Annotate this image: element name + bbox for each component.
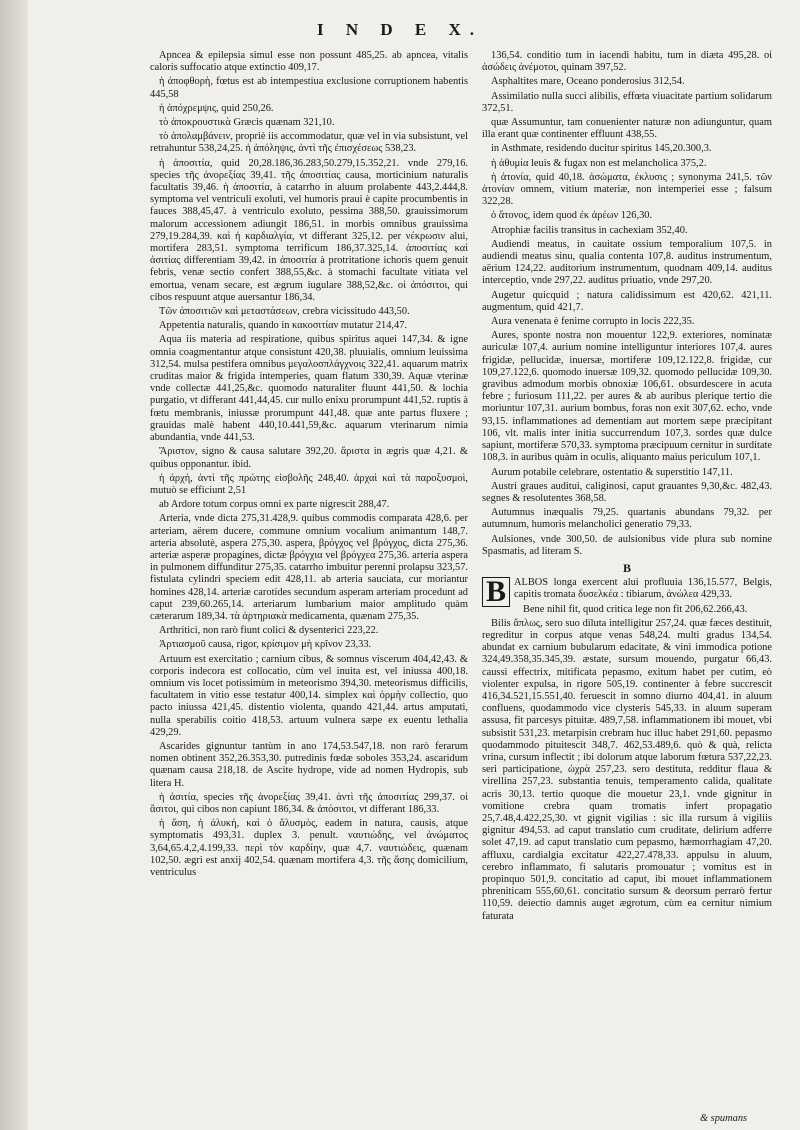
index-entry-text: Ἄριστον, signo & causa salutare 392,20. ἄριστα in ægris quæ 4,21. & quibus opponantur. ibid. xyxy=(150,446,468,470)
index-entry-text: Arthritici, non rarò fiunt colici & dysenterici 223,22. xyxy=(159,625,379,637)
index-entry-text: in Asthmate, residendo ducitur spiritus 145,20.300,3. xyxy=(491,143,712,155)
index-entry xyxy=(482,76,772,88)
index-entry-text: ἡ ἀθυμία leuis & fugax non est melancholica 375,2. xyxy=(491,157,707,169)
index-entry xyxy=(482,158,772,170)
index-entry-text: Arteria, vnde dicta 275,31.428,9. quibus commodis comparata 428,6. per arteriam, aërem ducere, commune omnium vocalium animantum 148,7. arteria absolutè, aspera 275,30. aspera, βρόγχος vel βρόγχος, dicta 275,36. arteriæ asperæ propagines, dictæ βρόγχια vel βρόγχεα 275,36. arteria aspera in pulmonem diffunditur 275,35. catarrho imbuitur perenni prolapsu 323,57. fistulata cylindri speciem edit 428,11. ab arteria sauciata, cur moriantur homines 428,14. arteriæ carotides secundum asperam arteriam procedunt ad caput 239,60.265,14. arteriarum lumbarium maior amplitudo quàm cæterarum 189,34. τὰ ἀρτηριακὰ medicamenta, quænam 275,35. xyxy=(150,513,468,622)
catchword: & spumans xyxy=(700,1113,748,1124)
index-entry xyxy=(482,172,772,209)
index-entry xyxy=(150,654,468,739)
index-entry xyxy=(482,330,772,464)
index-entry xyxy=(150,499,468,511)
index-entry xyxy=(482,225,772,237)
page-title: I N D E X. xyxy=(316,20,484,39)
index-entry xyxy=(150,513,468,623)
index-entry xyxy=(482,618,772,923)
index-entry xyxy=(482,117,772,141)
index-entry xyxy=(482,604,772,616)
index-entry xyxy=(150,320,468,332)
index-entry-text: Bene nihil fit, quod critica lege non fit 206,62.266,43. xyxy=(523,603,748,615)
drop-cap-letter: B xyxy=(482,577,510,607)
index-entry-text: Appetentia naturalis, quando in κακοσιτίαν mutatur 214,47. xyxy=(159,320,408,332)
index-entry-text: Ascarides gignuntur tantùm in ano 174,53.547,18. non rarò ferarum nomen obtinent 352,26.353,30. putredinis fœdæ soboles 353,24. ascaridum quænam causa 218,18. de Ascite hydrope, vide ad nomen Hydropis, sub litera H. xyxy=(150,740,468,789)
index-entry-text: ὁ ἄτονος, idem quod ἐκ ἀρέων 126,30. xyxy=(491,210,653,222)
index-entry-text: Aura venenata è fenime corrupto in locis 222,35. xyxy=(491,316,695,328)
index-entry-text: Ἀρτιασμοῦ causa, rigor, κρίσιμον μὴ κρῖνον 23,33. xyxy=(159,639,372,651)
index-entry-text: Bilis ἄπλως, sero suo diluta intelligitur 257,24. quæ fæces destituit, regreditur in corpus atque venas 548,24. multi gradus 134,54. abundat ex carnium bubularum edacitate, & vini immodica potione 324,49.358,35.345,39. æstate, sursum mouendo, purgatur 66,43. caussi effectrix, mitificata pepasmo, exitum habet per cutim, eò violenter expulsa, in rigore 505,19. continenter à febre succrescit 416,34.521,15.551,40. feruescit in somno diurno 404,41. in aluum confluens, quodammodo vice clysteris 545,33. in aluum superam assusa, fit parcesys pituitæ. 489,7,58. inflammationem ibi mouet, vbi subsistit 531,23. metarpisin crebram huc illuc habet 291,60. pepasmo quodammodo pituitescit 348,7. 462,53.489,6. quò & quà, relicta vrina, cursum inflectit ; ibi dolorum atque laborum fœtura 537,22,23. seri participatione, ὠχρὰ 257,23. sero destituta, redditur flaua & virellina 257,23. substantia tenuis, temperamento calida, qualitate acris 30,13. tertio quoque die mouetur 23,1. vnde gignitur in vomitione crebra quam tromatis infert propagatio 25,7.48,4.422,25,30. vt gignit vigilias : sic illa rursum à vigiliis gignitur 494,53. ad caput translatio cum cruditate, delirium adferre solet 47,19. ad caput translatio cum pepasmo, hæmorrhagiam 47,20. affluxu, cardialgia excitatur 422,27.478,33. appulsu in aluum, cerebro inflammato, fi salutaris promouatur ; vomitus est in propinquo 501,9. concitatio ad caput, ibi mouet inflammationem phreniticam 555,60,61. concitatio sursum & deorsum perrarò fertur 110,59. deiectio damnis auget ægrotum, cùm ea cernitur nimium faturata xyxy=(482,617,772,922)
left-column xyxy=(150,50,468,881)
right-column xyxy=(482,50,772,925)
index-entry xyxy=(150,741,468,790)
index-entry-text: ἡ ἀτονία, quid 40,18. ἀσώματα, ἐκλυσις ; synonyma 241,5. τῶν ἀτονίαν omnem, vitium materiæ, non intemperiei esse ; falsum 322,28. xyxy=(482,171,772,208)
index-entry-text: Assimilatio nulla succi alibilis, effœta viuacitate partium solidarum 372,51. xyxy=(482,90,772,114)
index-entry-text: Audiendi meatus, in cauitate ossium temporalium 107,5. in audiendi meatus sinu, qualia contenta 107,8. auditus instrumentum, aërium 124,22. auditorium instrumentum, quodnam 409,14. auditus interceptio, vnde 297,22. auditus priuatio, vnde 297,20. xyxy=(482,238,772,287)
index-entry xyxy=(150,158,468,304)
index-entry-text: Autumnus inæqualis 79,25. quartanis abundans 79,32. per autumnum, humoris melancholici generatio 79,33. xyxy=(482,507,772,531)
index-entry xyxy=(150,76,468,100)
index-entry-text: quæ Assumuntur, tam conuenienter naturæ non adiunguntur, quam illa erant quæ continenter effluunt 438,55. xyxy=(482,117,772,141)
index-entry-text: ἡ ἄση, ἡ ἀλυκή, καὶ ὁ ἄλυσμὸς, eadem in natura, causis, atque symptomatis 493,31. duplex 3. penult. ναυτιώδης, vel ἀνώματος 3,64,65.4,2,4.199,33. περὶ τὸν καρδίην, quæ 4,7. ναυτιώδεις, quænam 102,50. ægri est anxij 402,54. quænam mortifera 4,3. τῆς ἄσης domicilium, ventriculus xyxy=(150,818,468,878)
index-entry-text: Aqua iis materia ad respiratione, quibus spiritus aquei 147,34. & igne omnia coagmentantur atque consistunt 420,38. pluuialis, omnium leuissima 312,54. mulsa pestifera omnibus μεγαλοσπλάγχνοις 322,41. aquarum matrix cruditas maior & frigida intemperies, quam flatum 330,39. Aquæ vterinæ vnde collectæ 441,25,&c. quomodo naturaliter fluunt 441,50. & lochia purgatio, vt differant 441,44,45. cur nullo enixu prorumpunt 441,52. ruptis à fœtu membranis, iniussæ prorumpunt 441,48. quæ ante partus fluxere ; grauidas malè habent 440,10.441,59,&c. aquarum vterinarum nimia abundantia, vnde 441,53. xyxy=(150,334,468,444)
index-entry xyxy=(150,50,468,74)
index-entry-text: ἡ ἀποσιτία, quid 20,28.186,36.283,50.279,15.352,21. vnde 279,16. species τῆς ἀνορεξίας 39,41. τῆς ἀποσιτίας causa, morticinium naturalis facultatis 39,46. ἡ ἀποσιτία, à catarrho in aluum prolabente 443,2.444,8. symptoma vel ventriculi exoluti, vel humoris praui è capite procumbentis in fauces 388,45,47. à ventriculo exoluto, pessima 388,50. grauissimorum malorum accessionem adiungit 186,51. in morbis omnibus grauissima 279,19.284,39. καὶ ἡ καρδιαλγία, vt differant 325,12. per νέκρωσιν alui, mortifera 283,51. symptoma terrificum 186,37.325,14. ἀποσιτίας καὶ ἀσιτίας differentiam 39,42. in ἀποσιτία à protritatione ichoris quem genuit febris, venæ sectio confert 388,55,&c. à stomachi facultate vitiata vel emortua, venam secare, est ægrum iugulare 388,52,&c. οἱ ἀπόσιτοι, qui cibos respuunt atque auersantur 186,34. xyxy=(150,157,468,303)
index-entry-text: Atrophiæ facilis transitus in cachexiam 352,40. xyxy=(491,224,688,236)
index-entry xyxy=(150,103,468,115)
index-entry-text: Asphaltites mare, Oceano ponderosius 312,54. xyxy=(491,76,685,88)
index-entry-text: Aures, sponte nostra non mouentur 122,9. exteriores, nominatæ auriculæ 107,4. aurium nomine intelliguntur interiores 107,4. aures frigidæ, pellucidæ, inuersæ, mortiferæ 109,12.122,8. frigidæ, cur 109,27.122,6. quomodo inuersæ 109,32. quomodo pellucidæ 109,30. gravibus admodum morbis obnoxiæ 106,61. obsurdescere in acuta febre ; furiosum 111,22. per aures & ab auribus plerique tertio die moriuntur 107,31. aurium bombus, foras non exit 307,62. echo, vnde 93,15. inflammationes ad dementiam aut mortem sæpe præcipitant 106, vlt. malis inter initia succurrendum 107,3. sordes quæ dulce sapiunt, mortiferæ 570,33. symptoma præcipuum cernitur in surditate 108,3. in auribus quàm in oculis, aliquanto maius periculum 107,1. xyxy=(482,330,772,464)
index-entry xyxy=(150,131,468,155)
index-entry xyxy=(482,239,772,288)
section-letter: B xyxy=(622,560,631,575)
index-entry xyxy=(150,446,468,470)
index-entry-text: Τῶν ἀποσιτιῶν καὶ μεταστάσεων, crebra vicissitudo 443,50. xyxy=(159,306,410,318)
index-entry xyxy=(482,316,772,328)
index-entry xyxy=(482,481,772,505)
index-entry xyxy=(482,91,772,115)
index-entry-text: 136,54. conditio tum in iacendi habitu, tum in diæta 495,28. οἱ ἀσώδεις ἀνέμοτοι, quinam 397,52. xyxy=(482,50,772,74)
index-entry xyxy=(150,625,468,637)
index-entry-text: Augetur quicquid ; natura calidissimum est 420,62. 421,11. augmentum, quid 421,7. xyxy=(482,289,772,313)
index-entry xyxy=(482,143,772,155)
index-entry xyxy=(150,473,468,497)
index-entry xyxy=(150,792,468,816)
index-entry-text: Aulsiones, vnde 300,50. de aulsionibus vide plura sub nomine Spasmatis, ad literam S. xyxy=(482,533,772,557)
index-entry-text: ἡ ἀσιτία, species τῆς ἀνορεξίας 39,41. ἀντὶ τῆς ἀποσιτίας 299,37. οἱ ἄσιτοι, qui cibos non capiunt 186,34. & ἀπόσιτοι, vt differant 186,33. xyxy=(150,791,468,815)
index-entry-text: ἡ ἀπόχρεμψις, quid 250,26. xyxy=(159,102,274,114)
index-entry xyxy=(150,117,468,129)
index-entry xyxy=(482,290,772,314)
index-entry-text: Apncea & epilepsia simul esse non possunt 485,25. ab apncea, vitalis caloris suffocatio atque extinctio 409,17. xyxy=(150,50,468,74)
index-entry-text: ἡ ἀποφθορὴ, fœtus est ab intempestiua exclusione corruptionem habentis 445,58 xyxy=(150,76,468,100)
index-entry-text: Aurum potabile celebrare, ostentatio & superstitio 147,11. xyxy=(491,466,733,478)
index-entry-text: τὸ ἀποκρουστικὰ Græcis quænam 321,10. xyxy=(159,117,335,129)
index-entry-text: Austri graues auditui, caliginosi, caput grauantes 9,30,&c. 482,43. segnes & resolutentes 368,58. xyxy=(482,480,772,504)
index-entry-text: Artuum est exercitatio ; carnium cibus, & somnus viscerum 404,42,43. & corporis indecora est collocatio, cùm vel inuita est, vel iniussa 400,18. omnium vis locet potissimùm in meteorismo 394,30. meteorismus difficilis, facultatem in vitio esse testatur 400,14. simplex καὶ ὁρμὴν collectio, quo pacto iniussa 421,45. distentio violenta, quando 421,44. artus amputati, nulla sperabilis coitio 418,53. artuum vulnera sæpe ex euentu lethalia 429,29. xyxy=(150,653,468,738)
index-entry xyxy=(482,507,772,531)
index-entry xyxy=(482,467,772,479)
index-entry-text: ἡ ἀρχὴ, ἀντὶ τῆς πρώτης εἰσβολῆς 248,40. ἀρχαὶ καὶ τὰ παροξυσμοὶ, mutuò se efficiunt 2,51 xyxy=(150,472,468,496)
index-entry xyxy=(150,639,468,651)
index-entry xyxy=(150,818,468,879)
index-entry xyxy=(482,534,772,558)
index-entry xyxy=(482,210,772,222)
index-entry xyxy=(150,306,468,318)
index-entry-text: ab Ardore totum corpus omni ex parte nigrescit 288,47. xyxy=(159,499,390,511)
index-entry xyxy=(482,50,772,74)
page-gutter-shadow xyxy=(0,0,28,1130)
index-entry-text: ALBOS longa exercent alui profluuia 136,15.577, Belgis, capitis tromata δυσελκέα : tibiarum, ἀνώλεα 429,33. xyxy=(514,577,772,601)
index-entry xyxy=(150,334,468,444)
index-entry-text: τὸ ἀπολαμβάνειν, propriè iis accommodatur, quæ vel in via subsistunt, vel retrahuntur 538,24,25. ἡ ἀπόληψις, ἀντὶ τῆς ἐπισχέσεως 538,23. xyxy=(150,131,468,155)
